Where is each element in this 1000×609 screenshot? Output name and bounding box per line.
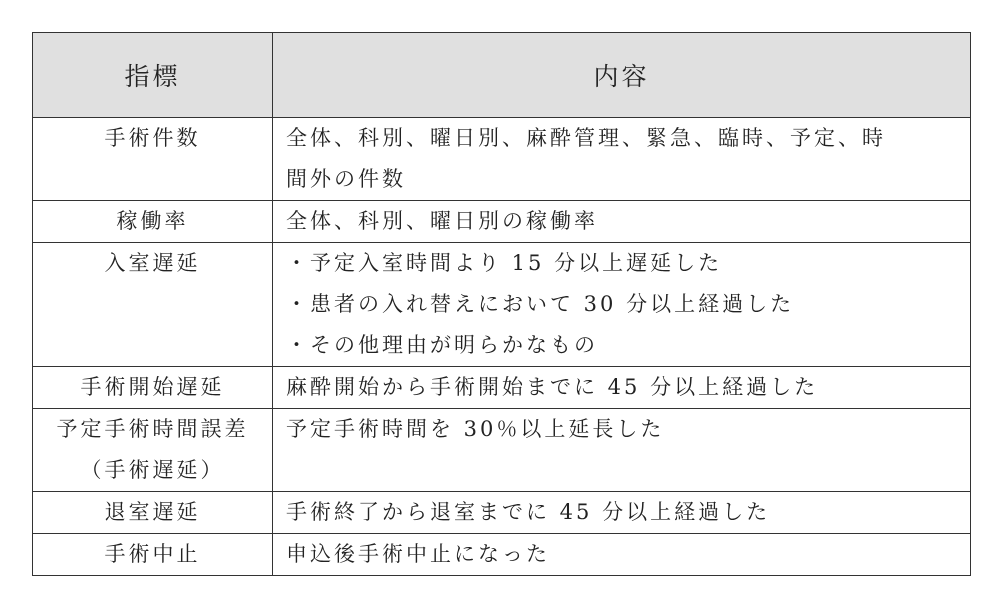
row-content-line: 麻酔開始から手術開始までに 45 分以上経過した (286, 375, 819, 399)
row-label-line: （手術遅延） (80, 458, 225, 482)
table-row (33, 367, 971, 409)
row-content-line: 予定手術時間を 30％以上延長した (286, 417, 665, 441)
indicator-table-container (32, 32, 970, 576)
row-content-utilization (273, 201, 971, 243)
row-label-start-delay (33, 367, 273, 409)
row-label-line: 退室遅延 (104, 500, 201, 524)
row-label-line: 稼働率 (116, 209, 189, 233)
row-label-entry-delay (33, 243, 273, 367)
header-indicator: 指標 (33, 33, 273, 118)
row-label-utilization (33, 201, 273, 243)
row-content-cancellation (273, 534, 971, 576)
row-content-line: 申込後手術中止になった (286, 542, 550, 566)
row-content-line: ・予定入室時間より 15 分以上遅延した (286, 251, 723, 275)
row-content-line: 全体、科別、曜日別の稼働率 (286, 209, 598, 233)
table-row (33, 118, 971, 201)
row-label-time-error (33, 409, 273, 492)
row-label-line: 入室遅延 (104, 251, 201, 275)
row-label-line: 予定手術時間誤差 (56, 417, 249, 441)
table-row (33, 243, 971, 367)
row-label-line: 手術中止 (104, 542, 201, 566)
row-label-line: 手術件数 (104, 126, 201, 150)
row-content-line: ・患者の入れ替えにおいて 30 分以上経過した (286, 292, 795, 316)
row-content-line: 間外の件数 (286, 167, 406, 191)
row-content-surgery-count (273, 118, 971, 201)
row-label-line: 手術開始遅延 (80, 375, 225, 399)
table-row (33, 534, 971, 576)
row-content-line: 全体、科別、曜日別、麻酔管理、緊急、臨時、予定、時 (286, 126, 886, 150)
row-content-entry-delay (273, 243, 971, 367)
indicator-table (32, 32, 971, 576)
table-row (33, 409, 971, 492)
row-content-start-delay (273, 367, 971, 409)
row-content-time-error (273, 409, 971, 492)
table-row (33, 201, 971, 243)
row-content-line: ・その他理由が明らかなもの (286, 333, 598, 357)
header-content: 内容 (273, 33, 971, 118)
row-label-surgery-count (33, 118, 273, 201)
table-row (33, 492, 971, 534)
row-label-exit-delay (33, 492, 273, 534)
row-content-exit-delay (273, 492, 971, 534)
row-content-line: 手術終了から退室までに 45 分以上経過した (286, 500, 771, 524)
table-header-row (33, 33, 971, 118)
row-label-cancellation (33, 534, 273, 576)
